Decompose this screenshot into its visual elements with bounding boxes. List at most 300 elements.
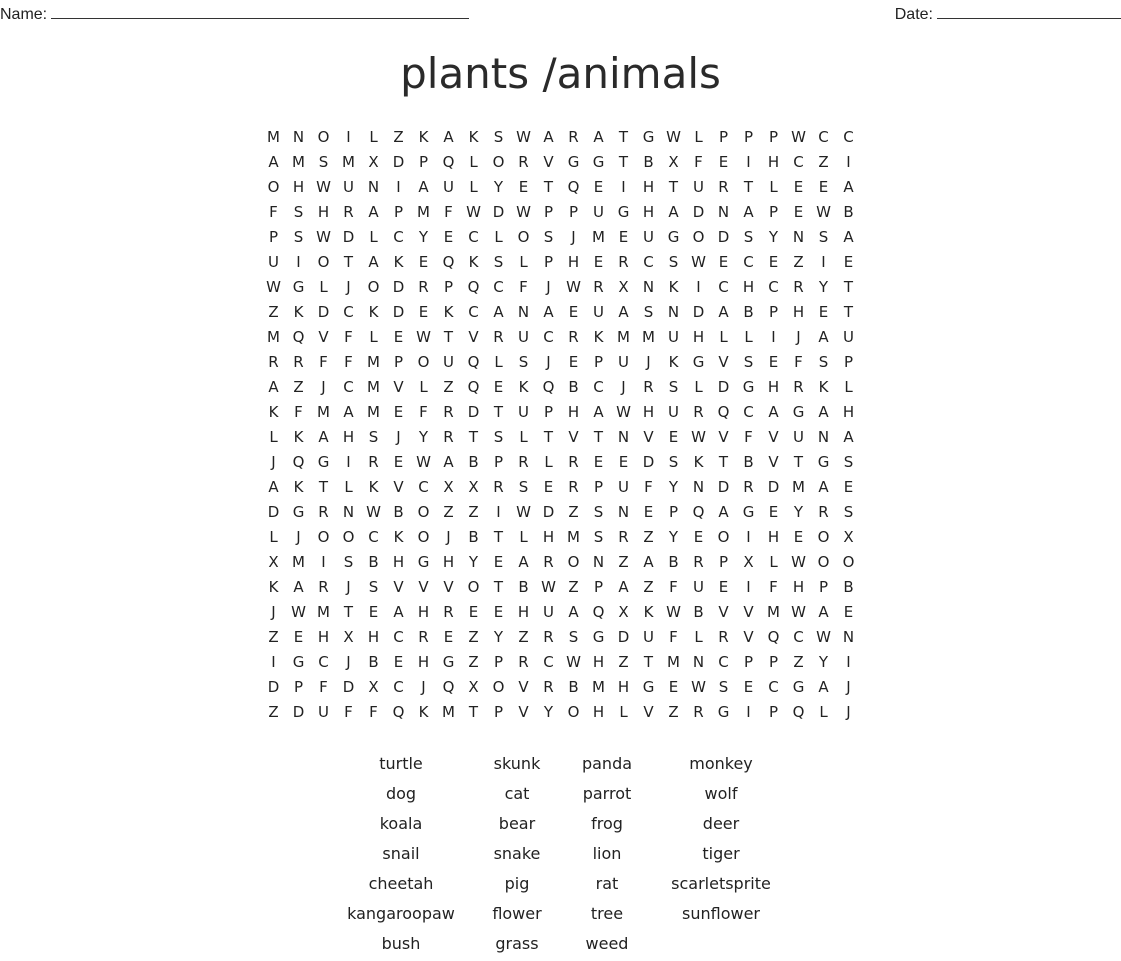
grid-letter: A [843,228,854,246]
grid-letter: S [668,453,679,471]
grid-letter: J [621,378,626,396]
grid-letter: U [693,578,704,596]
grid-letter: S [368,428,379,446]
grid-letter: P [493,453,504,471]
grid-row [261,700,861,725]
grid-letter: C [718,278,729,296]
grid-letter: M [292,553,305,571]
grid-letter: B [518,578,529,596]
grid-letter: C [843,128,854,146]
grid-letter: W [416,453,431,471]
grid-letter: J [321,378,326,396]
word-bank-row [340,811,780,841]
grid-letter: L [694,128,703,146]
grid-letter: Z [643,528,654,546]
grid-letter: W [791,553,806,571]
grid-letter: G [642,128,655,146]
word-bank-item: scarletsprite [671,874,771,893]
grid-letter: E [418,253,429,271]
grid-letter: N [342,503,355,521]
grid-letter: T [843,303,854,321]
word-bank-item: rat [595,874,619,893]
grid-letter: A [718,303,729,321]
grid-letter: Z [268,703,279,721]
grid-letter: G [567,153,580,171]
grid-letter: R [618,528,629,546]
grid-letter: N [667,303,680,321]
grid-letter: P [668,503,679,521]
grid-letter: E [543,478,554,496]
grid-letter: Q [467,353,480,371]
grid-letter: U [668,403,679,421]
grid-letter: Q [467,378,480,396]
grid-letter: O [517,228,530,246]
grid-letter: H [642,203,655,221]
grid-letter: K [393,528,404,546]
word-bank-item: lion [592,844,622,863]
grid-row [261,400,861,425]
grid-letter: R [593,278,604,296]
word-bank-item: turtle [379,754,423,773]
grid-letter: E [443,228,454,246]
word-bank-item: deer [702,814,740,833]
grid-letter: S [293,203,304,221]
grid-letter: I [696,278,701,296]
grid-letter: A [443,453,454,471]
date-field[interactable] [895,4,1121,24]
grid-letter: C [543,653,554,671]
grid-letter: P [393,203,404,221]
grid-letter: Y [468,553,479,571]
grid-letter: R [418,278,429,296]
word-bank-item: parrot [582,784,632,803]
date-label: Date: [894,6,933,23]
grid-letter: R [518,153,529,171]
grid-letter: B [668,553,679,571]
grid-letter: E [668,678,679,696]
grid-letter: U [543,603,554,621]
grid-letter: E [793,203,804,221]
grid-letter: A [818,328,829,346]
grid-letter: R [543,678,554,696]
grid-letter: C [768,278,779,296]
grid-row [261,200,861,225]
grid-letter: H [592,703,605,721]
grid-letter: H [792,578,805,596]
grid-letter: L [494,353,503,371]
grid-letter: P [393,353,404,371]
grid-letter: U [343,178,354,196]
grid-letter: U [518,328,529,346]
grid-letter: D [267,678,280,696]
grid-letter: I [496,503,501,521]
grid-letter: L [769,553,778,571]
grid-letter: J [346,278,351,296]
grid-letter: F [269,203,278,221]
word-bank-item: frog [591,814,623,833]
grid-letter: L [519,428,528,446]
grid-letter: A [643,553,654,571]
grid-letter: E [593,453,604,471]
grid-letter: S [493,253,504,271]
word-bank-item: bush [381,934,421,953]
grid-letter: F [744,428,753,446]
grid-letter: R [268,353,279,371]
grid-letter: M [267,128,280,146]
grid-letter: P [768,653,779,671]
grid-letter: D [392,278,405,296]
grid-letter: H [767,153,780,171]
grid-letter: F [319,353,328,371]
grid-letter: T [318,478,329,496]
grid-letter: S [593,503,604,521]
grid-letter: E [593,253,604,271]
grid-letter: E [493,378,504,396]
grid-letter: R [493,328,504,346]
grid-letter: F [344,328,353,346]
grid-letter: H [767,528,780,546]
grid-letter: Z [618,553,629,571]
grid-letter: T [743,178,754,196]
grid-letter: H [567,403,580,421]
grid-letter: F [644,478,653,496]
grid-letter: Y [818,278,829,296]
grid-letter: T [643,653,654,671]
grid-letter: E [718,253,729,271]
grid-row [261,175,861,200]
grid-letter: A [268,478,279,496]
grid-letter: H [342,428,355,446]
letter-grid [261,125,861,725]
grid-letter: R [518,453,529,471]
grid-letter: M [642,328,655,346]
grid-letter: D [317,303,330,321]
grid-letter: B [693,603,704,621]
grid-letter: W [691,428,706,446]
grid-letter: Q [442,253,455,271]
grid-letter: B [468,528,479,546]
grid-letter: C [468,228,479,246]
grid-letter: V [468,328,479,346]
grid-letter: P [843,353,854,371]
grid-letter: N [367,178,380,196]
word-bank-item: skunk [493,754,541,773]
grid-letter: S [593,528,604,546]
grid-letter: L [519,253,528,271]
grid-letter: F [344,703,353,721]
grid-letter: H [642,178,655,196]
grid-letter: I [771,328,776,346]
grid-letter: M [417,203,430,221]
grid-letter: B [368,653,379,671]
grid-letter: M [617,328,630,346]
grid-letter: P [818,578,829,596]
grid-letter: M [292,153,305,171]
word-bank-item: kangaroopaw [347,904,455,923]
grid-letter: F [694,153,703,171]
grid-letter: D [467,403,480,421]
grid-letter: F [344,353,353,371]
grid-letter: W [316,178,331,196]
grid-letter: U [643,228,654,246]
grid-letter: A [393,603,404,621]
grid-letter: M [367,378,380,396]
grid-letter: A [418,178,429,196]
grid-letter: E [818,303,829,321]
grid-letter: E [768,253,779,271]
grid-letter: H [417,653,430,671]
grid-row [261,500,861,525]
grid-letter: U [268,253,279,271]
grid-letter: R [643,378,654,396]
grid-letter: O [692,228,705,246]
grid-letter: U [618,353,629,371]
grid-letter: Z [518,628,529,646]
grid-letter: W [666,603,681,621]
grid-letter: E [368,603,379,621]
grid-letter: D [267,503,280,521]
grid-letter: L [369,128,378,146]
grid-letter: C [743,253,754,271]
grid-letter: F [669,628,678,646]
grid-letter: F [769,578,778,596]
grid-letter: T [443,328,454,346]
grid-letter: V [743,603,754,621]
grid-letter: J [546,278,551,296]
grid-letter: C [318,653,329,671]
grid-letter: C [493,278,504,296]
grid-letter: Y [668,528,679,546]
grid-letter: F [419,403,428,421]
grid-letter: I [746,153,751,171]
grid-letter: L [844,378,853,396]
name-field[interactable] [0,4,469,24]
grid-letter: R [318,578,329,596]
grid-letter: X [468,678,479,696]
grid-letter: L [694,378,703,396]
grid-letter: Z [643,578,654,596]
grid-letter: S [293,228,304,246]
grid-letter: S [843,453,854,471]
grid-letter: C [418,478,429,496]
grid-letter: S [343,553,354,571]
name-line[interactable] [51,4,469,19]
grid-letter: U [668,328,679,346]
grid-letter: Y [493,628,504,646]
grid-letter: Y [768,228,779,246]
grid-letter: R [718,628,729,646]
grid-letter: P [768,703,779,721]
word-bank-item: dog [385,784,417,803]
grid-letter: C [393,228,404,246]
grid-letter: R [568,128,579,146]
grid-letter: S [368,578,379,596]
grid-letter: S [493,128,504,146]
grid-letter: W [516,128,531,146]
grid-letter: C [818,128,829,146]
grid-letter: V [568,428,579,446]
grid-letter: Z [793,253,804,271]
grid-letter: A [368,253,379,271]
grid-letter: Z [468,628,479,646]
grid-letter: W [516,203,531,221]
grid-row [261,475,861,500]
grid-letter: X [843,528,854,546]
grid-letter: O [417,528,430,546]
grid-row [261,425,861,450]
grid-letter: V [643,428,654,446]
grid-letter: Z [793,653,804,671]
grid-letter: Q [292,453,305,471]
word-bank [340,751,780,961]
grid-letter: L [469,153,478,171]
grid-letter: E [793,178,804,196]
grid-letter: J [271,453,276,471]
grid-letter: S [493,428,504,446]
grid-letter: E [693,528,704,546]
grid-letter: V [718,603,729,621]
grid-letter: Q [542,378,555,396]
grid-letter: H [767,378,780,396]
word-bank-row [340,781,780,811]
grid-letter: F [794,353,803,371]
grid-letter: A [743,203,754,221]
grid-letter: K [443,303,454,321]
grid-letter: J [346,578,351,596]
grid-letter: G [592,153,605,171]
word-bank-item: monkey [689,754,753,773]
grid-letter: C [468,303,479,321]
grid-letter: D [717,378,730,396]
grid-letter: I [321,553,326,571]
grid-letter: Z [268,303,279,321]
grid-letter: E [818,178,829,196]
grid-letter: D [542,503,555,521]
grid-letter: R [743,478,754,496]
grid-letter: O [467,578,480,596]
grid-letter: L [719,328,728,346]
grid-letter: W [566,278,581,296]
grid-letter: M [442,703,455,721]
grid-letter: U [318,703,329,721]
grid-letter: W [691,253,706,271]
grid-letter: G [292,653,305,671]
grid-letter: V [718,353,729,371]
grid-letter: A [668,203,679,221]
word-bank-item: tiger [702,844,740,863]
grid-letter: T [618,153,629,171]
grid-letter: T [493,528,504,546]
grid-letter: E [393,328,404,346]
grid-letter: F [294,403,303,421]
word-bank-item [642,931,800,961]
grid-letter: M [367,353,380,371]
grid-letter: T [543,428,554,446]
grid-letter: W [416,328,431,346]
grid-letter: R [368,453,379,471]
grid-letter: E [393,403,404,421]
grid-letter: D [692,203,705,221]
date-line[interactable] [937,4,1121,19]
grid-letter: G [742,378,755,396]
grid-letter: E [743,678,754,696]
grid-letter: D [392,303,405,321]
grid-letter: R [818,503,829,521]
grid-letter: J [571,228,576,246]
grid-letter: E [518,178,529,196]
grid-letter: D [292,703,305,721]
grid-letter: A [443,128,454,146]
grid-letter: Z [293,378,304,396]
grid-letter: V [393,578,404,596]
grid-letter: U [643,628,654,646]
grid-letter: P [493,653,504,671]
grid-letter: N [817,428,830,446]
word-bank-item: pig [504,874,530,893]
grid-letter: E [593,178,604,196]
grid-letter: K [818,378,829,396]
grid-letter: W [541,578,556,596]
grid-letter: O [567,553,580,571]
grid-letter: C [718,653,729,671]
word-bank-row [340,901,780,931]
grid-letter: M [317,403,330,421]
grid-letter: Z [618,653,629,671]
grid-letter: K [293,428,304,446]
grid-letter: A [618,578,629,596]
grid-letter: X [618,603,629,621]
grid-letter: X [268,553,279,571]
grid-letter: L [319,278,328,296]
grid-letter: H [642,403,655,421]
grid-letter: A [818,403,829,421]
grid-letter: Z [443,503,454,521]
grid-letter: K [293,478,304,496]
name-label: Name: [0,6,48,23]
grid-letter: R [443,403,454,421]
grid-letter: H [392,553,405,571]
grid-letter: D [392,153,405,171]
grid-row [261,150,861,175]
grid-letter: B [643,153,654,171]
grid-letter: O [492,678,505,696]
grid-letter: A [518,553,529,571]
grid-letter: M [342,153,355,171]
grid-letter: M [367,403,380,421]
grid-letter: X [618,278,629,296]
grid-letter: S [668,378,679,396]
grid-letter: H [842,403,855,421]
grid-letter: Y [418,228,429,246]
grid-letter: R [293,353,304,371]
grid-letter: C [393,678,404,696]
grid-letter: J [421,678,426,696]
grid-letter: C [368,528,379,546]
grid-letter: A [818,603,829,621]
grid-letter: A [543,128,554,146]
word-bank-item: flower [492,904,542,923]
grid-letter: D [342,678,355,696]
grid-letter: Y [818,653,829,671]
grid-letter: D [717,228,730,246]
grid-letter: N [592,553,605,571]
grid-letter: Q [692,503,705,521]
grid-letter: A [268,378,279,396]
grid-letter: E [568,303,579,321]
word-bank-row [340,871,780,901]
grid-letter: E [643,503,654,521]
grid-row [261,250,861,275]
